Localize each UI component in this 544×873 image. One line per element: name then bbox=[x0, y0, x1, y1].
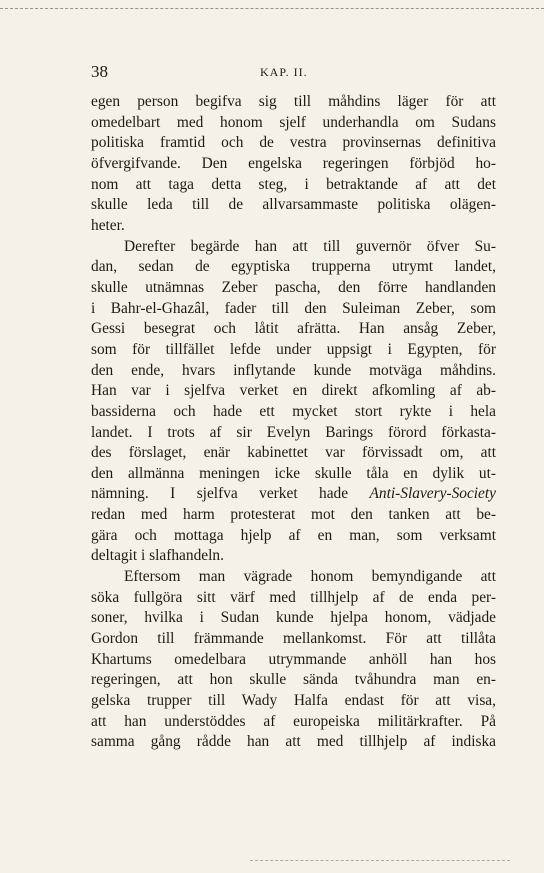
bottom-edge-rule bbox=[250, 860, 510, 861]
text-line: dan, sedan de egyptiska trupperna utrymt landet, bbox=[91, 258, 496, 276]
text-line: Eftersom man vägrade honom bemyndigande att bbox=[124, 568, 496, 586]
paragraph-2 bbox=[91, 237, 496, 568]
text-line: heter. bbox=[91, 216, 125, 234]
italic-name: Anti-Slavery-Society bbox=[369, 485, 496, 503]
text-line: som för tillfället lefde under uppsigt i Egypten, för bbox=[91, 340, 496, 358]
text-line: att han understöddes af europeiska militärkrafter. På bbox=[91, 712, 496, 730]
running-head: KAP. II. bbox=[260, 65, 308, 79]
text-line: gelska trupper till Wady Halfa endast för att visa, bbox=[91, 692, 496, 710]
text-line: soner, hvilka i Sudan kunde hjelpa honom, vädjade bbox=[91, 609, 496, 627]
text-run: nämning. I sjelfva verket hade bbox=[91, 485, 370, 503]
page-header bbox=[91, 62, 496, 84]
text-line: Derefter begärde han att till guvernör öfver Su- bbox=[124, 237, 496, 255]
text-line: den ende, hvars inflytande kunde motväga måhdins. bbox=[91, 361, 496, 379]
text-line: omedelbart med honom sjelf underhandla om Sudans bbox=[91, 113, 496, 131]
page-number: 38 bbox=[91, 62, 108, 81]
text-line: Khartums omedelbara utrymmande anhöll han hos bbox=[91, 650, 496, 668]
text-line: söka fullgöra sitt värf med tillhjelp af de enda per- bbox=[91, 588, 496, 606]
text-line: des förslaget, enär kabinettet var förvissadt om, att bbox=[91, 444, 496, 462]
text-line: Han var i sjelfva verket en direkt afkomling af ab- bbox=[91, 382, 496, 400]
text-line: skulle leda till de allvarsammaste politiska olägen- bbox=[91, 196, 496, 214]
text-line: nom att taga detta steg, i betraktande af att det bbox=[91, 175, 496, 193]
text-line: landet. I trots af sir Evelyn Barings förord förkasta- bbox=[91, 423, 496, 441]
body-text bbox=[91, 92, 496, 753]
paragraph-3 bbox=[91, 567, 496, 753]
text-line: den allmänna meningen icke skulle tåla en dylik ut- bbox=[91, 464, 496, 482]
text-line-with-italic bbox=[91, 484, 496, 505]
text-line: deltagit i slafhandeln. bbox=[91, 547, 224, 565]
text-line: bassiderna och hade ett mycket stort rykte i hela bbox=[91, 402, 496, 420]
text-line: gära och mottaga hjelp af en man, som verksamt bbox=[91, 526, 496, 544]
text-line: skulle utnämnas Zeber pascha, den förre handlanden bbox=[91, 278, 496, 296]
text-line: egen person begifva sig till måhdins läger för att bbox=[91, 93, 496, 110]
text-line: Gessi besegrat och låtit afrätta. Han ansåg Zeber, bbox=[91, 320, 496, 338]
paragraph-1 bbox=[91, 92, 496, 237]
text-line: redan med harm protesterat mot den tanken att be- bbox=[91, 506, 496, 524]
text-line: samma gång rådde han att med tillhjelp af indiska bbox=[91, 733, 496, 751]
text-line: Gordon till främmande mellankomst. För att tillåta bbox=[91, 630, 496, 648]
text-line: regeringen, att hon skulle sända tvåhundra man en- bbox=[91, 671, 496, 689]
text-line: öfvergifvande. Den engelska regeringen förbjöd ho- bbox=[91, 154, 496, 172]
text-line: i Bahr-el-Ghazâl, fader till den Suleiman Zeber, som bbox=[91, 299, 496, 317]
top-edge-rule bbox=[0, 8, 544, 9]
text-line: politiska framtid och de vestra provinsernas definitiva bbox=[91, 134, 496, 152]
